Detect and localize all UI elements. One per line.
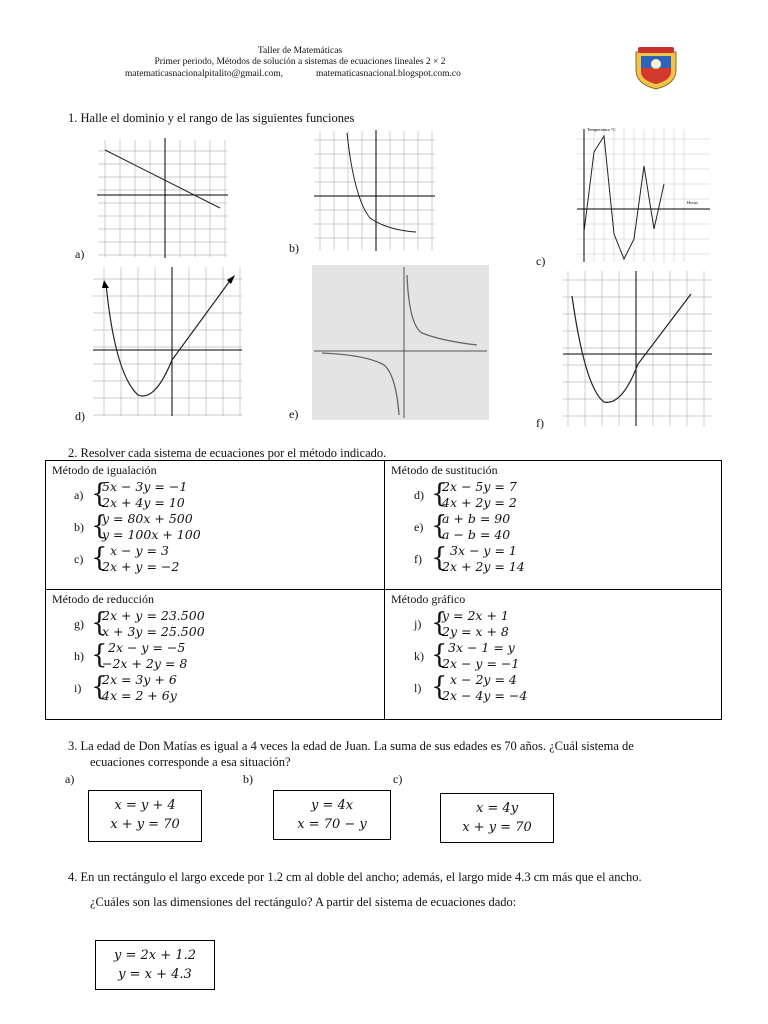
option-c-box: x = 4y x + y = 70 — [440, 793, 554, 843]
question-1-text: 1. Halle el dominio y el rango de las siguientes funciones — [68, 111, 355, 125]
graph-label-e: e) — [289, 407, 299, 421]
question-3-line2: ecuaciones corresponde a esa situación? — [90, 755, 291, 769]
method-title-igualacion: Método de igualación — [52, 463, 157, 477]
graph-label-c: c) — [536, 254, 546, 268]
question-4-line1: 4. En un rectángulo el largo excede por 1.2 cm al doble del ancho; además, el largo mide 4.3 cm más que el ancho. — [68, 870, 642, 884]
graph-c-xlabel: Horas — [687, 200, 698, 205]
option-a-box: x = y + 4 x + y = 70 — [88, 790, 202, 842]
header-title: Taller de Matemáticas — [257, 46, 343, 56]
graph-label-a: a) — [75, 247, 85, 261]
question-4-line2: ¿Cuáles son las dimensiones del rectángulo? A partir del sistema de ecuaciones dado: — [90, 895, 517, 909]
question-2-text: 2. Resolver cada sistema de ecuaciones por el método indicado. — [68, 446, 387, 460]
option-a-label: a) — [65, 772, 75, 786]
header-subtitle: Primer periodo, Métodos de solución a sistemas de ecuaciones lineales 2 × 2 — [154, 57, 446, 67]
graph-d-parabola — [90, 264, 245, 419]
graph-c-temperature-hours — [572, 124, 712, 264]
option-b-box: y = 4x x = 70 − y — [273, 790, 391, 840]
header-blog: matematicasnacional.blogspot.com.co — [316, 69, 461, 79]
method-title-grafico: Método gráfico — [391, 592, 466, 606]
method-title-reduccion: Método de reducción — [52, 592, 154, 606]
option-c-label: c) — [393, 772, 403, 786]
graph-c-ylabel: Temperatura °C — [587, 127, 616, 132]
graph-a-decreasing-line — [95, 135, 230, 260]
methods-table: Método de igualación a) { 5x − 3y = −1 2x + 4y = 10 b) { y = 80x + 500 y = 100x + 100 c) { x − y = 3 2x + y = −2 Método de sustitución d) { 2x − 5y = 7 4x + 2y = 2 e) { a + b = 90 a − b = 40 f) { 3x − y = 1 2x + 2y = 14 Método de reducción g) { 2x + y = 23.500 x + 3y = 25.500 h) { 2x − y = −5 −2x + 2y = 8 i) { 2x = 3y + 6 4x = 2 + 6y Método gráfico j) { y = 2x + 1 2y = x + 8 k) { 3x − 1 = y 2x − y = −1 l) { x − 2y = 4 2x − 4y = −4 — [45, 460, 722, 720]
q4-system-box: y = 2x + 1.2 y = x + 4.3 — [95, 940, 215, 990]
option-b-label: b) — [243, 772, 253, 786]
method-title-sustitucion: Método de sustitución — [391, 463, 498, 477]
graph-f-parabola — [560, 268, 715, 428]
graph-label-b: b) — [289, 241, 299, 255]
question-3-line1: 3. La edad de Don Matías es igual a 4 veces la edad de Juan. La suma de sus edades es 70 años. ¿Cuál sistema de — [68, 739, 634, 753]
graph-b-decay-curve — [312, 128, 437, 253]
graph-e-hyperbola — [312, 265, 489, 420]
graph-label-d: d) — [75, 409, 85, 423]
graph-label-f: f) — [536, 416, 544, 430]
header-email: matematicasnacionalpitalito@gmail.com, — [125, 69, 284, 79]
school-crest-logo — [632, 44, 680, 90]
